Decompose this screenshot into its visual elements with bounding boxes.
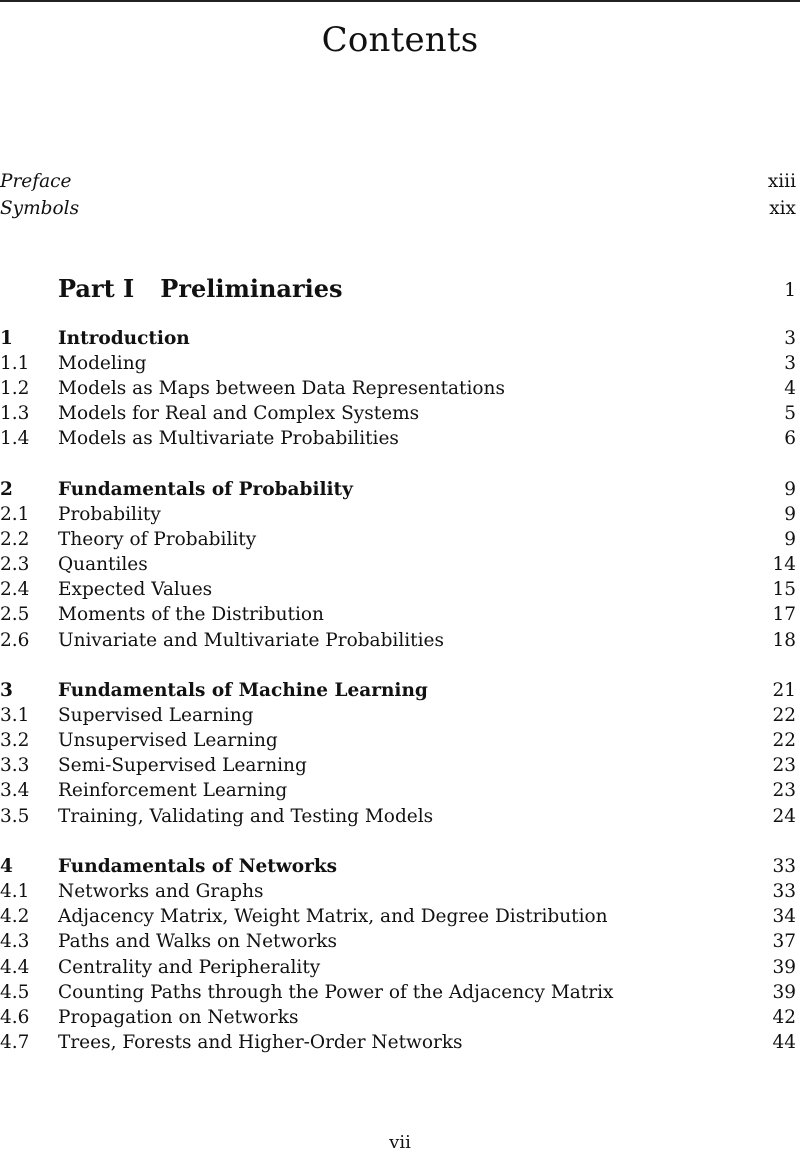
section-title: Propagation on Networks [58,1007,299,1028]
section-title: Centrality and Peripherality [58,957,321,978]
chapter-number: 4 [0,856,13,877]
section-number: 4.2 [0,906,30,927]
toc-section-1-4[interactable] [0,427,800,451]
toc-section-2-1[interactable] [0,503,800,527]
toc-entry-page: 33 [772,881,796,902]
toc-entry-page: 24 [772,806,796,827]
toc-entry-page: 17 [772,604,796,625]
section-title: Adjacency Matrix, Weight Matrix, and Degree Distribution [58,906,608,927]
toc-chapter-3[interactable] [0,679,800,703]
toc-section-4-3[interactable] [0,930,800,954]
toc-chapter-4[interactable] [0,855,800,879]
section-number: 3.1 [0,705,30,726]
toc-entry-page: 4 [784,378,796,399]
toc-entry-page: 39 [772,982,796,1003]
toc-entry-page: 22 [772,705,796,726]
toc-entry-page: 5 [784,403,796,424]
toc-entry-page: 6 [784,428,796,449]
toc-entry-page: 44 [772,1032,796,1053]
toc-entry-page: 33 [772,856,796,877]
toc-entry-page: 39 [772,957,796,978]
section-title: Reinforcement Learning [58,780,288,801]
part-title [58,272,343,306]
section-title: Counting Paths through the Power of the Adjacency Matrix [58,982,614,1003]
part-name: Preliminaries [160,274,343,303]
chapter-title: Fundamentals of Machine Learning [58,680,428,701]
toc-section-2-5[interactable] [0,603,800,627]
toc-entry-page: 23 [772,755,796,776]
section-title: Probability [58,504,161,525]
toc-part-heading[interactable] [0,272,800,306]
section-title: Supervised Learning [58,705,254,726]
toc-section-3-5[interactable] [0,805,800,829]
toc-section-2-3[interactable] [0,553,800,577]
toc-section-3-3[interactable] [0,754,800,778]
toc-section-4-5[interactable] [0,981,800,1005]
section-number: 2.4 [0,579,30,600]
section-title: Unsupervised Learning [58,730,278,751]
chapter-title: Fundamentals of Networks [58,856,338,877]
chapter-number: 3 [0,680,13,701]
toc-section-3-2[interactable] [0,729,800,753]
toc-entry-page: 22 [772,730,796,751]
toc-entry-page: 23 [772,780,796,801]
section-number: 4.6 [0,1007,30,1028]
toc-section-4-1[interactable] [0,880,800,904]
toc-section-3-1[interactable] [0,704,800,728]
section-title: Models as Maps between Data Representations [58,378,505,399]
section-number: 1.1 [0,353,30,374]
toc-chapter-2[interactable] [0,478,800,502]
section-title: Trees, Forests and Higher-Order Networks [58,1032,463,1053]
toc-section-2-6[interactable] [0,629,800,653]
toc-entry-page: 9 [784,504,796,525]
toc-entry-page: 3 [784,328,796,349]
part-number: Part I [58,274,135,303]
section-number: 1.2 [0,378,30,399]
toc-section-4-6[interactable] [0,1006,800,1030]
toc-section-1-3[interactable] [0,402,800,426]
section-number: 4.4 [0,957,30,978]
section-title: Paths and Walks on Networks [58,931,337,952]
section-number: 2.6 [0,630,30,651]
toc-section-2-4[interactable] [0,578,800,602]
toc-entry-page: 9 [784,479,796,500]
toc-entry-page: 34 [772,906,796,927]
section-title: Quantiles [58,554,148,575]
section-title: Semi-Supervised Learning [58,755,307,776]
chapter-number: 1 [0,328,13,349]
section-number: 2.2 [0,529,30,550]
section-number: 4.3 [0,931,30,952]
toc-section-1-2[interactable] [0,377,800,401]
section-title: Training, Validating and Testing Models [58,806,434,827]
chapter-number: 2 [0,479,13,500]
section-title: Theory of Probability [58,529,257,550]
toc-entry-page: 14 [772,554,796,575]
section-number: 3.3 [0,755,30,776]
section-number: 2.3 [0,554,30,575]
section-title: Models for Real and Complex Systems [58,403,420,424]
toc-entry-page: 9 [784,529,796,550]
toc-entry-label: Preface [0,171,72,192]
section-number: 3.4 [0,780,30,801]
section-number: 2.5 [0,604,30,625]
toc-section-1-1[interactable] [0,352,800,376]
section-title: Moments of the Distribution [58,604,324,625]
section-number: 4.7 [0,1032,30,1053]
chapter-title: Fundamentals of Probability [58,479,353,500]
section-number: 4.5 [0,982,30,1003]
section-number: 1.4 [0,428,30,449]
toc-section-4-4[interactable] [0,956,800,980]
section-number: 3.5 [0,806,30,827]
section-number: 2.1 [0,504,30,525]
toc-entry-preface[interactable] [0,170,800,194]
section-title: Expected Values [58,579,213,600]
section-number: 3.2 [0,730,30,751]
toc-section-2-2[interactable] [0,528,800,552]
toc-entry-page: 1 [784,280,796,301]
toc-entry-page: xiii [767,171,796,192]
page-number-footer: vii [389,1132,411,1153]
toc-entry-page: xix [769,198,796,219]
section-title: Modeling [58,353,147,374]
toc-entry-page: 37 [772,931,796,952]
toc-entry-symbols[interactable] [0,197,800,221]
chapter-title: Introduction [58,328,190,349]
section-title: Univariate and Multivariate Probabilities [58,630,444,651]
toc-entry-label: Symbols [0,198,80,219]
toc-entry-page: 3 [784,353,796,374]
toc-section-4-2[interactable] [0,905,800,929]
toc-entry-page: 21 [772,680,796,701]
toc-entry-page: 15 [772,579,796,600]
toc-section-3-4[interactable] [0,779,800,803]
section-number: 1.3 [0,403,30,424]
toc-entry-page: 42 [772,1007,796,1028]
section-number: 4.1 [0,881,30,902]
page-title: Contents [321,20,479,60]
section-title: Networks and Graphs [58,881,264,902]
toc-chapter-1[interactable] [0,327,800,351]
toc-section-4-7[interactable] [0,1031,800,1055]
toc-entry-page: 18 [772,630,796,651]
top-rule [0,0,800,2]
section-title: Models as Multivariate Probabilities [58,428,399,449]
